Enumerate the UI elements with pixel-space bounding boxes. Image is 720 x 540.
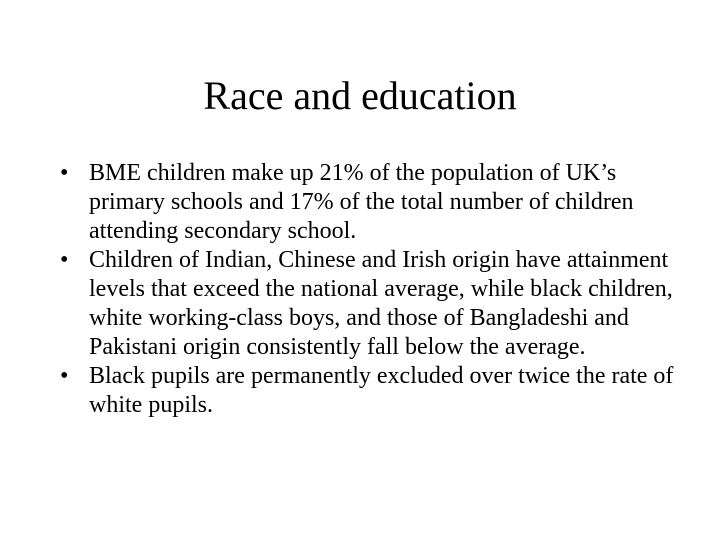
bullet-text: Black pupils are permanently excluded over twice the rate of white pupils. <box>89 363 674 418</box>
bullet-text: BME children make up 21% of the population of UK’s primary schools and 17% of the total number of children attending secondary school. <box>89 160 634 244</box>
bullet-item <box>60 362 680 420</box>
bullet-marker-icon: • <box>60 160 69 186</box>
bullet-marker-icon: • <box>60 363 69 389</box>
bullet-marker-icon: • <box>60 247 69 273</box>
bullet-item <box>60 159 680 246</box>
bullet-list <box>60 159 680 420</box>
bullet-text: Children of Indian, Chinese and Irish origin have attainment levels that exceed the national average, while black children, white working-class boys, and those of Bangladeshi and Pakistani origin consistently fall below the average. <box>89 247 673 360</box>
bullet-item <box>60 246 680 362</box>
slide-title: Race and education <box>203 73 517 118</box>
